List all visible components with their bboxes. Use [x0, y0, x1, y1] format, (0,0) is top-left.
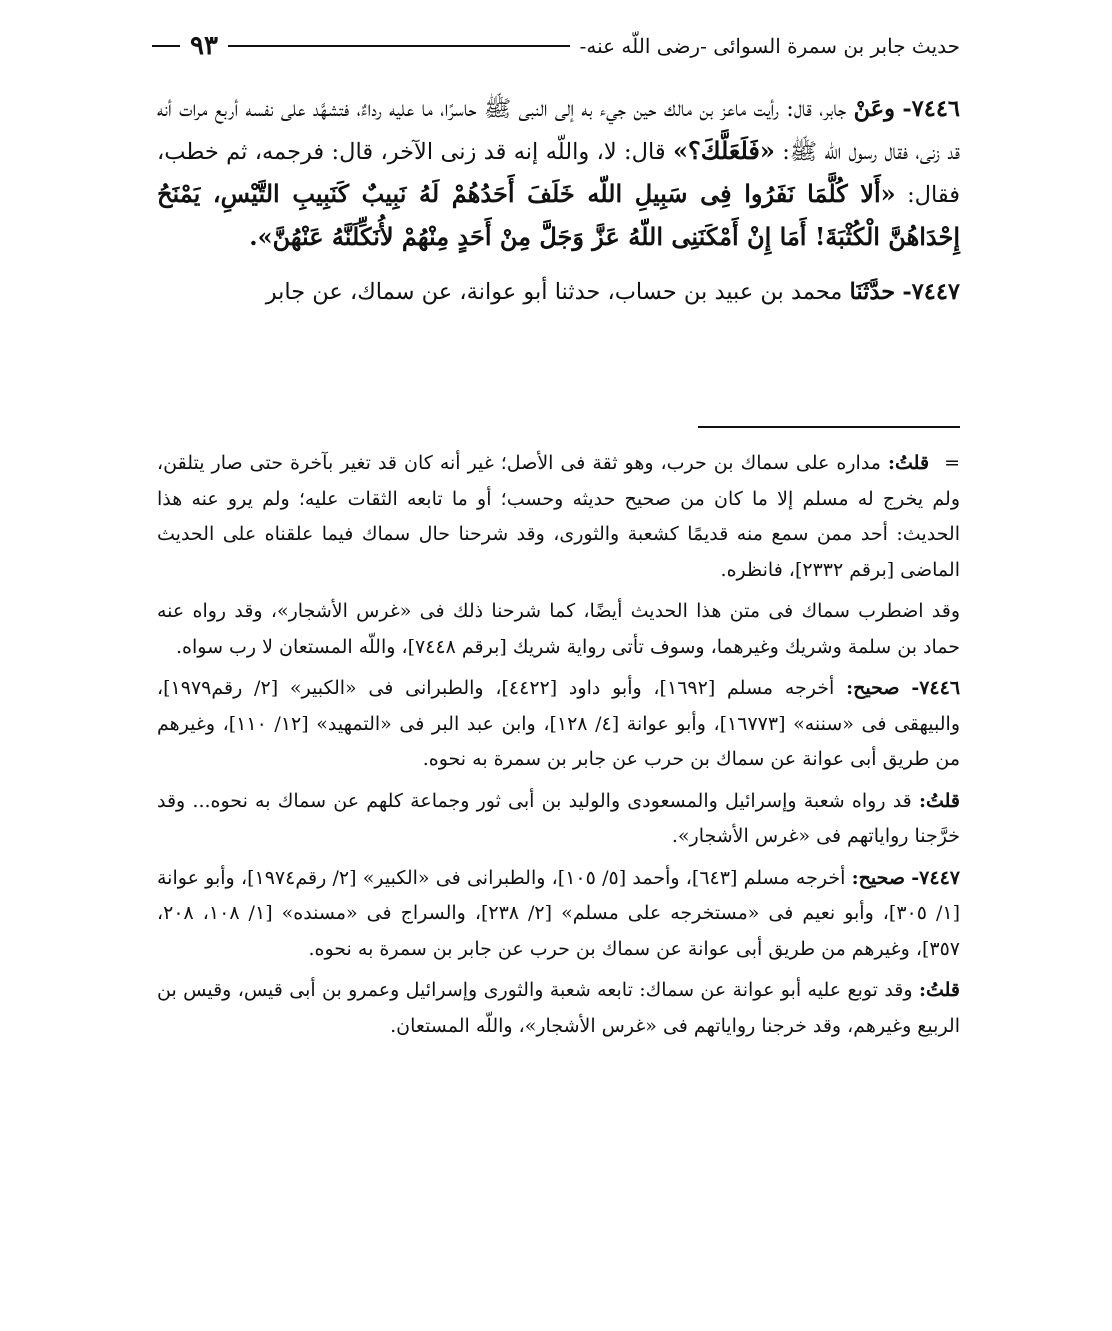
hadith-7446 [157, 88, 960, 259]
grade-label: صحيح: [846, 677, 900, 699]
hadith-number: ٧٤٤٧- [902, 279, 960, 305]
grade-label: صحيح: [851, 866, 906, 889]
footnote-number: ٧٤٤٧- [911, 866, 960, 889]
running-header [152, 28, 960, 64]
note-lead: قلتُ: [918, 789, 960, 812]
note-lead: قلتُ: [918, 979, 960, 1001]
footnote-paragraph [157, 784, 960, 855]
note-text: مداره على سماك بن حرب، وهو ثقة فى الأصل؛ غير أنه كان قد تغير بآخرة حتى صار يتلقن، ولم يخرج له مسلم إلا ما كان من صحيح حديثه وحسب؛ أو ما تابعه الثقات عليه؛ ولم يرو عنه هذا الحديث: أحد ممن سمع منه قديمًا كشعبة والثورى، وقد شرحنا حال سماك فيما علقناه على الحديث الماضى [برقم ٢٣٣٢]، فانظره. [157, 452, 960, 581]
hadith-text: قال: لا، واللّه إنه قد زنى الآخر، قال: فرجمه، ثم خطب، فقال: [157, 139, 960, 208]
running-title: حديث جابر بن سمرة السوائى -رضى اللّه عنه- [579, 34, 960, 58]
hadith-number: ٧٤٤٦- [902, 96, 960, 122]
footnote-divider [698, 426, 960, 428]
hadith-text: محمد بن عبيد بن حساب، حدثنا أبو عوانة، عن سماك، عن جابر [265, 279, 843, 305]
note-text: أخرجه مسلم [٦٤٣]، وأحمد [٥/ ١٠٥]، والطبرانى فى «الكبير» [٢/ رقم١٩٧٤]، وأبو عوانة [١/ ٣٠٥]، وأبو نعيم فى «مستخرجه على مسلم» [٢/ ٢٣٨]، والسراج فى «مسنده» [١/ ١٠٨، ٢٠٨، ٣٥٧]، وغيرهم من طريق أبى عوانة عن سماك بن حرب عن جابر بن سمرة به نحوه. [157, 866, 960, 960]
narrator-lead: حدَّثَنَا [849, 279, 896, 305]
note-lead: قلتُ: [888, 452, 930, 474]
prophet-quote: «فَلَعَلَّكَ؟» [672, 136, 775, 165]
note-text: وقد اضطرب سماك فى متن هذا الحديث أيضًا، كما شرحنا ذلك فى «غرس الأشجار»، وقد رواه عنه حماد بن سلمة وشريك وغيرهما، وسوف تأتى رواية شريك [برقم ٧٤٤٨]، واللّه المستعان لا رب سواه. [157, 600, 960, 658]
footnote-number: ٧٤٤٦- [911, 677, 961, 699]
header-rule-end [152, 45, 180, 47]
prophet-quote: «أَلا كُلَّمَا نَفَرُوا فِى سَبِيلِ اللّه خَلَفَ أَحَدُهُمْ لَهُ نَبِيبٌ كَنَبِيبِ التَّيْسِ، يَمْنَحُ إِحْدَاهُنَّ الْكُثْبَةَ! أَمَا إِنْ أَمْكَنَنِى اللّهُ عَزَّ وَجَلَّ مِنْ أَحَدٍ مِنْهُمْ لأُنَكِّلَنَّهُ عَنْهُنَّ». [157, 179, 960, 251]
continuation-mark: = [944, 452, 961, 474]
note-text: أخرجه مسلم [١٦٩٢]، وأبو داود [٤٤٢٢]، والطبرانى فى «الكبير» [٢/ رقم١٩٧٩]، والبيهقى فى «سننه» [١٦٧٧٣]، وأبو عوانة [٤/ ١٢٨]، وابن عبد البر فى «التمهيد» [١٢/ ١١٠]، وغيرهم من طريق أبى عوانة عن سماك بن حرب عن جابر بن سمرة به نحوه. [157, 677, 960, 770]
footnote-7446 [157, 671, 960, 778]
footnote-paragraph [157, 594, 960, 665]
narrator-lead: وعَنْ [853, 96, 896, 122]
footnote-paragraph [157, 973, 960, 1044]
hadith-7447 [157, 271, 960, 313]
footnote-paragraph [157, 446, 960, 588]
note-text: وقد توبع عليه أبو عوانة عن سماك: تابعه شعبة والثورى وإسرائيل وعمرو بن أبى قيس، وقيس بن الربيع وغيرهم، وقد خرجنا رواياتهم فى «غرس الأشجار»، واللّه المستعان. [157, 979, 960, 1037]
footnotes [157, 446, 960, 1050]
hadith-text: جابر، قال: رأيت ماعز بن مالك حين جيء به إلى النبى ﷺ حاسرًا، ما عليه رداءٌ، فتشهَّد على نفسه أربع مرات أنه قد زنى، فقال رسول اللّه ﷺ: [157, 96, 960, 165]
page-number: ٩٣ [190, 31, 218, 61]
header-rule [228, 45, 570, 47]
main-text [157, 88, 960, 313]
note-text: قد رواه شعبة وإسرائيل والمسعودى والوليد بن أبى ثور وجماعة كلهم عن سماك به نحوه... وقد خرَّجنا رواياتهم فى «غرس الأشجار». [157, 789, 960, 847]
footnote-7447 [157, 861, 960, 968]
